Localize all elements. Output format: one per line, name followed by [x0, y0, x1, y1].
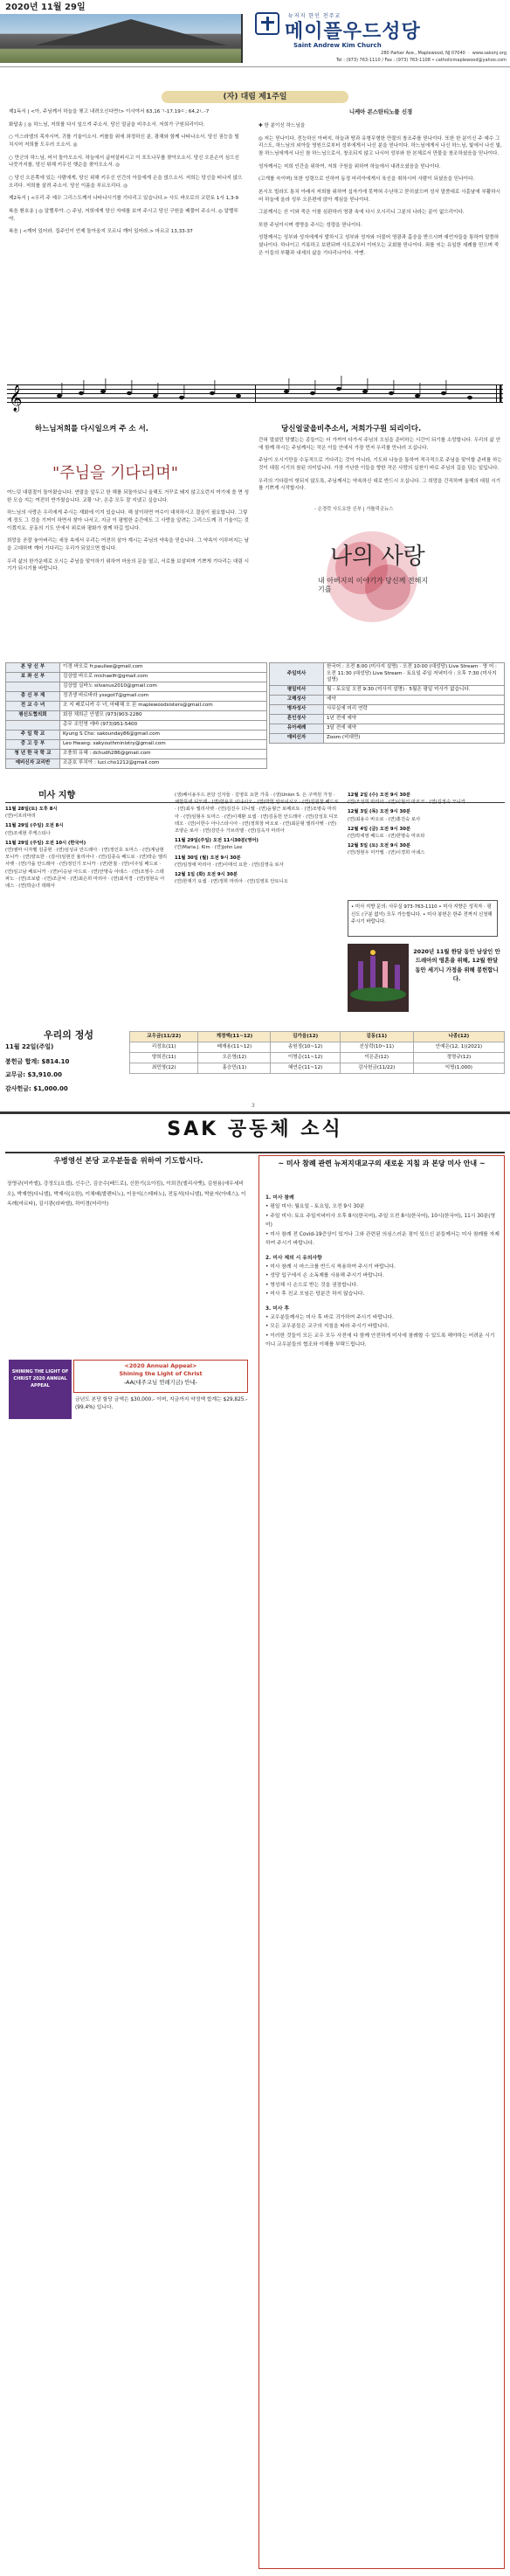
- offering-header-cell: 나종(12): [413, 1032, 504, 1042]
- info-value: 조 지 베로니카 수 녀, 마태혜 오 몬 maplewoodsisters@gmail.com: [60, 702, 267, 711]
- annual-appeal-box: [73, 1360, 248, 1393]
- schedule-column-2: [175, 792, 341, 1021]
- offering-row: [130, 1063, 505, 1074]
- tithe-row: 교무금: $3,910.00: [5, 1071, 62, 1079]
- guideline-item: • 이러한 것들이 모든 교우 모두 사전에 다 함께 안전하게 미사에 참례할 수 있도록 해야하는 어려운 시기이니 교우분들의 협조와 이해를 부탁드립니다.: [265, 1333, 495, 1348]
- info-key: 본 당 신 부: [6, 663, 60, 673]
- annual-appeal-logo: SHINING THE LIGHT OF CHRIST 2020 ANNUAL APPEAL: [9, 1360, 72, 1419]
- info-key: 보 좌 신 부: [6, 673, 60, 682]
- church-roof-shape: [35, 19, 227, 45]
- offering-cell: 배재용(11~12): [198, 1042, 271, 1053]
- bulletin-date: 2020년 11월 29일: [5, 3, 86, 12]
- creed-column: [258, 108, 503, 364]
- reading-paragraph: ○ 만군의 하느님, 어서 돌아오소서. 하늘에서 굽어살피시고 이 포도나무를 찾아오소서. 당신 오른손이 심으신 나뭇가지를, 당신 위해 키우신 햇순을 찾아오소서. ◎: [9, 155, 239, 169]
- schedule-heading: 11월 30일 (월) 오전 9시 30분: [175, 855, 241, 861]
- svg-text:𝄞: 𝄞: [9, 385, 23, 412]
- creed-paragraph: ◎ 저는 믿나이다. 전능하신 아버지, 하늘과 땅과 유형무형한 만물의 창조주를 믿나이다. 또한 한 분이신 주 예수 그리스도, 하느님의 외아들 영원으로부터 성부에게서 나신 분을 믿나이다. 하느님에게서 나신 하느님, 빛에서 나신 빛, 참 하느님에게서 나신 참 하느님으로서, 창조되지 않고 나시어 성부와 한 본체로서 만물을 창조하셨음을 믿나이다.: [258, 135, 502, 156]
- offering-row: [130, 1053, 505, 1063]
- info-key: [6, 682, 60, 692]
- creed-paragraph: 또한 주님이시며 생명을 주시는 성령을 믿나이다.: [258, 222, 362, 228]
- reflection-paragraph: 희망을 곧잘 놓아버리는 세상 속에서 우리는 여전히 살아 계시는 주님의 약속을 믿습니다. 그 약속이 이루어지는 날을 고대하며 깨어 기다리는 우리가 되었으면 합니다.: [7, 538, 250, 551]
- schedule-entry: (연)최용수 바오로 · (연)홍진숙 로사: [348, 816, 421, 822]
- info-row: [6, 750, 267, 759]
- info-key: 평일미사: [270, 685, 324, 695]
- offering-cell: 양희진(11): [130, 1053, 198, 1063]
- creed-paragraph: ✚ 한 분이신 하느님을: [258, 122, 306, 128]
- guideline-item: 1. 미사 참례: [265, 1195, 294, 1201]
- schedule-entry: (연)임정애 마리아 · (연)이태석 요한 · (연)김영숙 로사: [175, 862, 284, 868]
- offering-cell: 감사헌금(11/22): [340, 1063, 413, 1074]
- info-key: 전 교 수 녀: [6, 702, 60, 711]
- info-row: [6, 740, 267, 750]
- info-key: 유아세례: [270, 724, 324, 733]
- creed-paragraph: (고개를 숙이며) 또한 성령으로 인하여 동정 마리아에게서 육신을 취하시어 사람이 되셨음을 믿나이다.: [258, 177, 475, 183]
- schedule-heading: 12월 3일 (목) 오전 9시 30분: [348, 809, 410, 815]
- church-contacts: Tel : (973) 763-1110 / Fax : (973) 763-1108 • catholicmaplewood@yahoo.com: [335, 58, 507, 63]
- info-row: [6, 721, 267, 731]
- offering-cell: 안예은(12, 1)(2021): [413, 1042, 504, 1053]
- creed-title: 니케아 콘스탄티노플 신경: [348, 108, 413, 115]
- reading-paragraph: ○ 당신 오른쪽에 있는 사람에게, 당신 위해 키우신 인간의 아들에게 손을 얹으소서. 저희는 당신을 떠나지 않으오리다. 저희를 살려 주소서. 당신 이름을 부르오리다. ◎: [9, 175, 243, 189]
- schedule-heading: 12월 4일 (금) 오전 9시 30분: [348, 826, 410, 832]
- schedule-heading: 11월 29일 (주일) 오전 10시 (한국어): [5, 840, 86, 846]
- info-key: 주일미사: [270, 663, 324, 686]
- offering-cell: 홍승민(11): [198, 1063, 271, 1074]
- offering-table: [129, 1031, 505, 1074]
- schedule-column-1: [5, 806, 168, 1021]
- reflection-paragraph: 간혀 멀셨던 당했는는 종들이는 더 가까이 다가서 주님의 오심을 준비하는 시간이 되기를 소망합니다. 우리의 삶 안에 함께 하시는 주님께서는 작은 이들 안에서 가장 먼저 우리를 만나러 오십니다.: [258, 438, 501, 451]
- offering-row: [130, 1042, 505, 1053]
- info-row: [270, 685, 505, 695]
- offering-date: 11월 22일(주일): [5, 1043, 54, 1050]
- offering-title: 우리의 정성: [44, 1029, 93, 1041]
- guideline-item: • 성당 입구에서 손 소독제를 사용해 주시기 바랍니다.: [265, 1273, 384, 1279]
- reflection-credit: - 손경락 사도요한 신부 | 가톨릭굿뉴스: [314, 507, 394, 512]
- info-key: 중 고 등 부: [6, 740, 60, 750]
- liturgy-banner: (자) 대림 제1주일: [162, 91, 348, 103]
- schedule-heading: 11월 29일 (주일) 오전 8시: [5, 823, 64, 829]
- info-value: 김상엽 실바노 silvanus2010@gmail.com: [60, 682, 267, 692]
- info-value: 정귀생 바르바라 yssgot7@gmail.com: [60, 692, 267, 702]
- offering-cell: 오은영(12): [198, 1053, 271, 1063]
- info-row: [6, 692, 267, 702]
- offering-cell: 이명순(11~12): [271, 1053, 340, 1063]
- info-value: Zoom (비대면): [324, 733, 505, 743]
- offering-cell: 혜연순(11~12): [271, 1063, 340, 1074]
- offering-cell: 송원정(10~12): [271, 1042, 340, 1053]
- info-key: 주 일 학 교: [6, 731, 60, 740]
- readings-column: [9, 108, 243, 364]
- reading-paragraph: 제1독서 | <아, 주님께서 하늘을 찢고 내려오신다면!> 이사야서 63,16ㄱ-17.19ㄷ; 64,2ㄴ-7: [9, 109, 210, 114]
- guideline-item: • 미사 참례 전 Covid-19증상이 있거나 그와 관련된 의심스러운 점이 있으신 분들께서는 미사 참례를 자제하여 주시기 바랍니다.: [265, 1231, 500, 1247]
- schedule-heading: 11월 29일(주일) 오전 11시30분(영어): [175, 838, 258, 844]
- offering-cell: 최민영(12): [130, 1063, 198, 1074]
- appeal-heading: <2020 Annual Appeal>: [124, 1362, 197, 1369]
- mass-intention-notice: • 미사 지향 문의: 사무실 973-763-1110 • 미사 지향은 성직자 · 평신도 (구분 없이) 모두 가능합니다. • 미사 봉헌은 한주 전까지 신청해주시기 바랍니다.: [348, 900, 498, 937]
- info-row: [270, 695, 505, 704]
- info-value: 한국어 : 오전 8:00 (미사지 설명) · 오전 10:00 (대성당) Live Stream · 영 어 : 오전 11:30 (대성당) Live Stream · 토요일 주일 저녁미사 : 오후 7:30 (미사지 설명): [324, 663, 505, 686]
- address-text: 280 Parker Ave., Maplewood, NJ 07040: [381, 51, 465, 56]
- creed-paragraph: 성자께서는 저희 인간을 위하여, 저희 구원을 위하여 하늘에서 내려오셨음을 믿나이다.: [258, 163, 441, 170]
- info-row: [6, 663, 267, 673]
- info-key: 병자성사: [270, 704, 324, 714]
- info-row: [270, 714, 505, 724]
- music-notes-icon: [7, 367, 503, 419]
- community-news-divider: [5, 1152, 505, 1153]
- info-key: 예비신자 교리반: [6, 759, 60, 769]
- appeal-subheading: Shining the Light of Christ: [119, 1370, 203, 1378]
- info-value: 월 - 토요일 오전 9:30 (미사지 설명) · 5월은 평일 미사가 없습니다.: [324, 685, 505, 695]
- website-link[interactable]: www.sakonj.org: [472, 51, 507, 56]
- offering-cell: 정명규(12): [413, 1053, 504, 1063]
- info-value: 김상엽 바오로 michaelfr@gmail.com: [60, 673, 267, 682]
- offering-header-cell: 김가음(12): [271, 1032, 340, 1042]
- info-value: Leo Hwang: sakyouthministry@gmail.com: [60, 740, 267, 750]
- info-row: [6, 731, 267, 740]
- header-divider: [0, 66, 510, 67]
- info-value: 이경 바오로 fr.pauilee@gmail.com: [60, 663, 267, 673]
- info-value: 회장 채희곤 안셀모 (973)903-2280: [60, 711, 267, 721]
- page-break: [0, 1111, 510, 1114]
- info-value: 예약: [324, 695, 505, 704]
- info-row: [6, 702, 267, 711]
- guideline-item: • 미사 참례 시 마스크를 반드시 착용하여 주시기 바랍니다.: [265, 1264, 396, 1270]
- info-value: 3달 전에 예약: [324, 724, 505, 733]
- info-value: 조충희 유혜 : dchudh286@gmail.com: [60, 750, 267, 759]
- offering-cell: 이은준(12): [340, 1053, 413, 1063]
- thanks-offering-row: 감사헌금: $1,000.00: [5, 1084, 68, 1092]
- guideline-item: • 주일 미사: 토요 주일저녁미사 오후 8시(한국어), 주일 오전 8시(한국어), 10시(한국어), 11시 30분(영어): [265, 1213, 496, 1229]
- reading-paragraph: 제2독서 | <우리 주 예수 그리스도께서 나타나시기를 기다리고 있습니다.> 사도 바오로의 코린토 1서 1,3-9: [9, 196, 239, 202]
- prayer-request-title: 우병영선 본당 교우분들을 위하여 기도합시다.: [53, 1157, 203, 1166]
- music-staff: [7, 367, 503, 419]
- info-row: [270, 663, 505, 686]
- reflection-paragraph: 우리의 기다림이 헛되지 않도록, 주님께서는 약속하신 대로 반드시 오십니다. 그 희망을 간직하며 올해의 대림 시기를 기쁘게 시작합시다.: [258, 478, 501, 492]
- memorial-notice: [348, 944, 501, 1012]
- info-value: 1년 전에 예약: [324, 714, 505, 724]
- guideline-item: 2. 미사 제의 시 유의사항: [265, 1255, 322, 1261]
- schedule-heading: 11월 28일(토) 오후 8시: [5, 807, 58, 812]
- reflection-paragraph: 하느님의 사랑은 우리에게 주시는 재화에 이겨 있습니다. 해 살이하면 여수이 대처하시고 결심이 필요합니다. 그렇게 정도 그 것을 기꺼이 하면서 찾아 나서고, 지금 이 평범한 순간에도 그 사랑을 알려는 그리스도께 귀 기울이는 것이겠지요. 공동의 기도 안에서 위로와 평화가 함께 하길 빕니다.: [7, 510, 249, 531]
- offering-header-cell: 김동(11): [340, 1032, 413, 1042]
- schedule-entry: (연)조세현 루케스티나: [5, 830, 51, 836]
- reflection-left-column: [7, 489, 250, 661]
- reading-paragraph: 화답송 | ◎ 하느님, 저희를 다시 일으켜 주소서. 당신 얼굴을 비추소서. 저희가 구원되리이다.: [9, 121, 205, 128]
- info-key: [6, 721, 60, 731]
- info-value: 사무실에 미리 연락: [324, 704, 505, 714]
- mass-guideline-title: ~ 미사 참례 관련 뉴저지대교구의 새로운 지침 과 본당 미사 안내 ~: [278, 1160, 486, 1167]
- schedule-entry: (연)조성희 마리아 · (연)이현석 마르코 · (연)김정숙 모니카: [348, 800, 466, 806]
- appeal-subheading-2: -AA(대주교님 연례기금) 안내-: [123, 1378, 198, 1386]
- schedule-heading: 12월 5일 (토) 오전 9시 30분: [348, 843, 410, 849]
- reading-paragraph: 복음 | <깨어 있어라. 집주인이 언제 돌아올지 모르니 깨어 있어라.> 마르코 13,33-37: [9, 229, 193, 235]
- reading-paragraph: ○ 이스라엘의 목자시여, 귀를 기울이소서. 커룹들 위에 좌정하신 분, 광채와 함께 나타나소서. 당신 권능을 떨치시어 저희를 도우러 오소서. ◎: [9, 135, 239, 148]
- creed-paragraph: 성령께서는 성부와 성자에게서 발하시고 성부와 성자와 더불어 영광과 흠숭을 받으시며 예언자들을 통하여 말씀하셨나이다. 하나이고 거룩하고 보편되며 사도로부터 이어오는 교회를 믿나이다. 죄를 씻는 유일한 세례를 믿으며 죽은 이들의 부활과 내세의 삶을 기다리나이다. 아멘.: [258, 235, 500, 256]
- advent-wreath-icon: [348, 944, 409, 1012]
- book-subtitle: 내 아버지의 이야기가 당신께 전해지기를: [318, 577, 429, 594]
- church-name-english: Saint Andrew Kim Church: [293, 42, 382, 49]
- mass-times-table: [269, 662, 505, 744]
- sick-parishioner-list: 장영규(미카엘), 강정도(요셉), 신수근, 김승수(베드로), 신한기(요아킴), 이희진(엘리사벳), 김원용(에우세비오), 박재현(다니엘), 박재서(요한), 이채배(발렌티노), 이웅익(스테파노), 전동석(다니엘), 박윤자(아녜스), 이옥례(마르타), 김시광(라파엘), 하미경(마리아): [7, 1181, 246, 1208]
- info-row: [6, 673, 267, 682]
- schedule-column-3: [348, 792, 501, 900]
- offering-header-cell: 계정액(11~12): [198, 1032, 271, 1042]
- guideline-item: • 미사 후 친교 모임은 당분간 하지 않습니다.: [265, 1291, 365, 1298]
- schedule-entry: (연)정현우 미카엘 · (연)이경희 아녜스: [348, 850, 425, 856]
- schedule-entry: (연)Maria J. Kim · (연)John Lee: [175, 845, 243, 851]
- offering-header-cell: 교우금(11/22): [130, 1032, 198, 1042]
- memorial-text: 2020년 11월 한달 동안 남상인 안드레아의 영혼을 위해, 12월 한달 동안 세기니 가정을 위해 봉헌합니다.: [413, 948, 500, 982]
- info-row: [6, 711, 267, 721]
- schedule-entry: (생)베이용우드 본당 신자들 · 김영호 요한 가족 · (생)Union S. 은 구역원 가정 · 채한묵네 디모데 · (연)한용호 이냐시오 · (연)박헌 알로이시오 · (연)김원창 베드로 · (연)최우 엘리사벳 · (연)김진수 다니엘 · (연)윤형근 로베르토 · (연)조병숙 마리아 · (연)임형우 토마스 · (연)이재환 요셉 · (연)김동헌 안드레아 · (연)강성호 디모테오 · (연)이한수 아나스타시아 · (연)정희창 바오로 · (연)최문형 엘리사벳 · (연)조양순 로사 · (연)강민수 가브리엘 · (연)김옥자 마리아: [175, 793, 339, 834]
- info-value: 총무 조민영 에바 (973)951-5400: [60, 721, 267, 731]
- offering-cell: 익명(1,000): [413, 1063, 504, 1074]
- schedule-entry: (연)한재기 요셉 · (연)정희 마리아 · (연)김영호 안토니오: [175, 879, 288, 885]
- book-title: 나의 사랑: [330, 544, 425, 570]
- offering-cell: 리정호(11): [130, 1042, 198, 1053]
- schedule-heading: 12월 2일 (수) 오전 9시 30분: [348, 793, 410, 798]
- reflection-paragraph: 우리 삶의 한가운데로 오시는 주님을 맞이하기 위하여 마음의 문을 열고, 서로를 보살피며 기쁘게 기다리는 대림 시기가 되시기를 바랍니다.: [7, 558, 250, 572]
- clergy-contact-table: [5, 662, 267, 769]
- info-row: [270, 724, 505, 733]
- offering-cell: 선상락(10~11): [340, 1042, 413, 1053]
- info-row: [6, 682, 267, 692]
- info-key: 혼인성사: [270, 714, 324, 724]
- schedule-entry: (연)박세영 베드로 · (연)한명숙 마르타: [348, 834, 425, 840]
- schedule-heading: 12월 1일 (화) 오전 9시 30분: [175, 872, 238, 878]
- info-row: [270, 733, 505, 743]
- guideline-item: • 모든 교우분들은 교구의 지침을 따라 주시기 바랍니다.: [265, 1324, 389, 1330]
- info-value: Kyung S Cho: sakounday86@gmail.com: [60, 731, 267, 740]
- info-key: 고해성사: [270, 695, 324, 704]
- church-name: 메이플우드성당: [285, 20, 421, 43]
- info-key: 총 신 부 제: [6, 692, 60, 702]
- info-row: [6, 759, 267, 769]
- guideline-item: • 평일 미사: 월요일 - 토요일, 오전 9시 30분: [265, 1204, 365, 1210]
- book-cover-image: [292, 516, 452, 655]
- cross-logo-icon: [255, 12, 279, 35]
- mass-guideline-list: [265, 1188, 500, 2552]
- appeal-text: 금년도 본당 할당 금액은 $30,000.- 이며, 지금까지 약정액 합계는 $29,825.- (99.4%) 입니다.: [75, 1397, 248, 1410]
- schedule-entry: (연)이프리마리: [5, 814, 36, 820]
- page-number: 3: [252, 1103, 255, 1109]
- info-key: 예비신자: [270, 733, 324, 743]
- church-subtitle: 뉴저지 한인 천주교: [288, 13, 341, 19]
- info-key: 평신도협의회: [6, 711, 60, 721]
- church-address: 280 Parker Ave., Maplewood, NJ 07040 · www.sakonj.org: [381, 51, 507, 56]
- response-lyric-right: 당신얼굴을비추소서, 저희가구원 되리이다.: [281, 425, 422, 433]
- info-value: 조준호 루치아 : luci.cho1212@gmail.com: [60, 759, 267, 769]
- community-news-title: SAK 공동체 소식: [167, 1118, 343, 1140]
- reflection-paragraph: 여느덧 대림절이 돌아왔습니다. 연말을 앞두고 한 해를 되돌아보니 올해도 거꾸로 돼지 않고요런지 여기에 쓸 면 성한 모습 지는 여전히 반가웠습니다. 교황 '나', 은총 모두 잘 지냈고 싶습니다.: [7, 490, 250, 503]
- reflection-right-column: [258, 437, 503, 507]
- reflection-title: "주님을 기다리며": [52, 464, 178, 482]
- guideline-item: • 교우분들께서는 미사 후 바로 귀가하여 주시기 바랍니다.: [265, 1315, 394, 1321]
- response-lyric-left: 하느님저희를 다시일으켜 주 소 서.: [35, 425, 149, 433]
- offering-header-row: [130, 1032, 505, 1042]
- guideline-item: 3. 미사 후: [265, 1305, 290, 1312]
- info-key: 청 년 한 국 학 교: [6, 750, 60, 759]
- schedule-title: 미사 지향: [38, 791, 76, 800]
- guideline-item: • 영성체 시 손으로 받는 것을 권장합니다.: [265, 1282, 358, 1288]
- offering-totals: [5, 1056, 69, 1096]
- schedule-entry: (연)엠마 이자벨 김중현 · (연)임성규 안드레아 · (연)정인호 토마스 · (연)계남현 모니카 · (연)양요한 · (감사)임현진 율리아나 · (연)김종숙 베드로 · (연)박순 엘리사벳 · (연)가을 안드레아 · (연)정인기 모니카 · (연)한철 · (연)이주일 베드로 · (연)임고남 베로니카 · (연)이승남 아드로 · (연)안명숙 아녜스 · (연)조영수 스테파노 · (연)조보람 · (연)조금씨 · (연)최은희 마리아 · (연)최서경 · (연)정현숙 아녜스 · (연)박순녀 데레사: [5, 848, 168, 890]
- creed-paragraph: 본시오 빌라도 통치 아래서 저희를 위하여 십자가에 못박혀 수난하고 묻히셨으며 성서 말씀대로 사흗날에 부활하시어 하늘에 올라 성부 오른편에 앉아 계심을 믿나이다.: [258, 189, 501, 203]
- reflection-paragraph: 주님이 오시기만을 수동적으로 기다리는 것이 아니라, 기도와 나눔을 통하여 적극적으로 주님을 맞이할 준비를 하는 것이 대림 시기의 참된 의미입니다. 가장 가난한 이들을 향한 작은 사랑의 실천이 바로 주님의 길을 닦는 일입니다.: [258, 458, 502, 471]
- info-row: [270, 704, 505, 714]
- reading-paragraph: 복음 환호송 | ◎ 알렐루야. ○ 주님, 저희에게 당신 자애를 보여 주시고 당신 구원을 베풀어 주소서. ◎ 알렐루야.: [9, 208, 238, 222]
- offering-total-row: 봉헌금 합계: $814.10: [5, 1058, 70, 1065]
- creed-paragraph: 그분께서는 산 이와 죽은 이를 심판하러 영광 속에 다시 오시리니 그분의 나라는 끝이 없으리이다.: [258, 210, 465, 216]
